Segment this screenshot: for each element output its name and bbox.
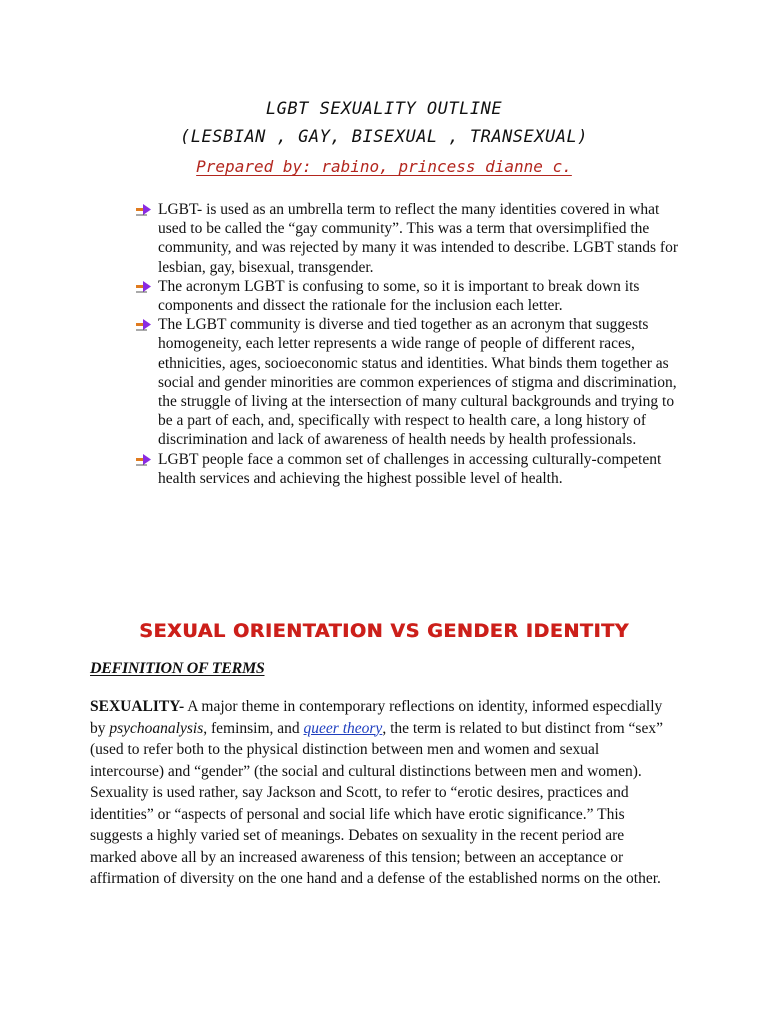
- definition-heading: DEFINITION OF TERMS: [90, 660, 265, 677]
- queer-theory-link[interactable]: queer theory: [303, 719, 383, 737]
- definition-text: A major theme in contemporary reflections on identity, informed especdially by: [90, 698, 663, 737]
- list-item: [134, 450, 682, 488]
- term-label: SEXUALITY-: [90, 698, 185, 715]
- bullet-text: The acronym LGBT is confusing to some, so it is important to break down its components and dissect the rationale for the inclusion each letter.: [158, 277, 640, 315]
- bullet-text: The LGBT community is diverse and tied together as an acronym that suggests homogeneity, each letter represents a wide range of people of different races, ethnicities, ages, socioeconomic status and identities. What binds them together as social and gender minorities are common experiences of stigma and discrimination, the struggle of living at the intersection of many cultural backgrounds and trying to be a part of each, and, specifically with respect to health care, a long history of discrimination and lack of awareness of health needs by health professionals.: [158, 316, 677, 449]
- bullet-text: LGBT- is used as an umbrella term to reflect the many identities covered in what used to be called the “gay community”. This was a term that oversimplified the community, and was rejected by many it was intended to describe. LGBT stands for lesbian, gay, bisexual, transgender.: [158, 201, 678, 276]
- arrow-bullet-icon: [135, 318, 152, 331]
- arrow-bullet-icon: [135, 280, 152, 293]
- section-heading: SEXUAL ORIENTATION VS GENDER IDENTITY: [139, 620, 629, 642]
- bullet-list: [134, 200, 682, 488]
- document-subtitle: (LESBIAN , GAY, BISEXUAL , TRANSEXUAL): [180, 127, 588, 147]
- arrow-bullet-icon: [135, 453, 152, 466]
- sexuality-definition: [90, 696, 670, 890]
- arrow-bullet-icon: [135, 203, 152, 216]
- list-item: [134, 277, 682, 315]
- definition-text: , feminsim, and: [203, 719, 304, 737]
- list-item: [134, 200, 682, 277]
- document-title: LGBT SEXUALITY OUTLINE: [265, 99, 503, 119]
- prepared-by: Prepared by: rabino, princess dianne c.: [196, 157, 572, 176]
- psychoanalysis-term: psychoanalysis: [109, 719, 204, 737]
- list-item: [134, 315, 682, 449]
- bullet-text: LGBT people face a common set of challenges in accessing culturally-competent health services and achieving the highest possible level of health.: [158, 450, 662, 487]
- definition-text: , the term is related to but distinct from “sex” (used to refer both to the physical distinction between men and women and sexual intercourse) and “gender” (the social and cultural distinctions between men and women). Sexuality is used rather, say Jackson and Scott, to refer to “erotic desires, practices and identities” or “aspects of personal and social life which have erotic significance.” This suggests a highly varied set of meanings. Debates on sexuality in the recent period are marked above all by an increased awareness of this tension; between an acceptance or affirmation of diversity on the one hand and a defense of the established norms on the other.: [90, 719, 663, 887]
